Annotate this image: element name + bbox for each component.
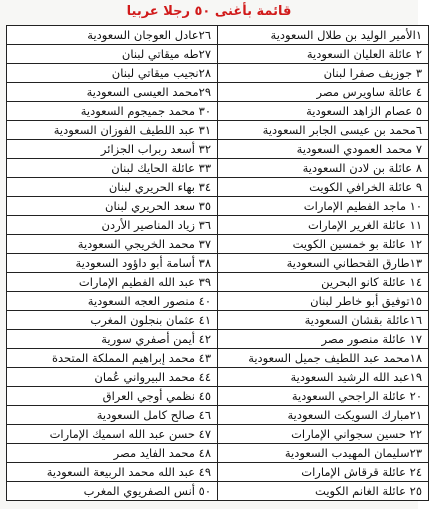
list-item: ٤٦ صالح كامل السعودية: [7, 406, 218, 425]
list-item: ١٠ ماجد الفطيم الإمارات: [218, 197, 429, 216]
list-item: ١٧ عائلة منصور مصر: [218, 330, 429, 349]
list-item: ١٤ عائلة كانو البحرين: [218, 273, 429, 292]
table-row: [7, 121, 429, 140]
list-item: ٥ عصام الزاهد السعودية: [218, 102, 429, 121]
table-row: [7, 102, 429, 121]
list-item: ١٨محمد عبد اللطيف جميل السعودية: [218, 349, 429, 368]
table-row: [7, 159, 429, 178]
list-item: ١٣طارق القحطاني السعودية: [218, 254, 429, 273]
list-item: ٤٠ منصور العجه السعودية: [7, 292, 218, 311]
list-item: ٢٥ عائلة الغانم الكويت: [218, 482, 429, 501]
list-item: ٢٢ حسين سجواني الإمارات: [218, 425, 429, 444]
ranking-table: [6, 25, 429, 501]
list-item: ٢٤ عائلة قرقاش الإمارات: [218, 463, 429, 482]
table-row: [7, 45, 429, 64]
list-item: ٣٢ أسعد ربراب الجزائر: [7, 140, 218, 159]
list-item: ٤٨ محمد الفايد مصر: [7, 444, 218, 463]
table-row: [7, 216, 429, 235]
list-item: ٣٣ عائلة الحايك لبنان: [7, 159, 218, 178]
list-item: ٤٢ أيمن أصفري سورية: [7, 330, 218, 349]
list-item: ٣٤ بهاء الحريري لبنان: [7, 178, 218, 197]
list-item: ٤٣ محمد إبراهيم المملكة المتحدة: [7, 349, 218, 368]
table-row: [7, 235, 429, 254]
list-item: ٢١مبارك السويكت السعودية: [218, 406, 429, 425]
list-item: ٤٧ حسن عبد الله اسميك الإمارات: [7, 425, 218, 444]
list-item: ١٦عائلة بقشان السعودية: [218, 311, 429, 330]
list-item: ٣٩ عبد الله الفطيم الإمارات: [7, 273, 218, 292]
list-item: ٥٠ أنس الصفريوي المغرب: [7, 482, 218, 501]
list-item: ٤٤ محمد البيرواني عُمان: [7, 368, 218, 387]
table-row: [7, 387, 429, 406]
list-item: ١٥توفيق أبو خاطر لبنان: [218, 292, 429, 311]
list-item: ٧ محمد العمودي السعودية: [218, 140, 429, 159]
list-item: ٢ عائلة العليان السعودية: [218, 45, 429, 64]
list-item: ١٢ عائلة بو خمسين الكويت: [218, 235, 429, 254]
list-item: ٣٦ زياد المناصير الأردن: [7, 216, 218, 235]
table-row: [7, 349, 429, 368]
list-item: ١١ عائلة الغرير الإمارات: [218, 216, 429, 235]
list-item: ٣ جوزيف صفرا لبنان: [218, 64, 429, 83]
list-item: ٣٨ أسامة أبو داؤود السعودية: [7, 254, 218, 273]
table-row: [7, 463, 429, 482]
table-row: [7, 273, 429, 292]
list-item: ٩ عائلة الخرافي الكويت: [218, 178, 429, 197]
table-row: [7, 26, 429, 45]
table-row: [7, 292, 429, 311]
table-row: [7, 311, 429, 330]
list-item: ٤٥ نظمي أوجي العراق: [7, 387, 218, 406]
list-item: ٢٩محمد العيسى السعودية: [7, 83, 218, 102]
table-row: [7, 140, 429, 159]
table-row: [7, 178, 429, 197]
list-item: ٢٦عادل العوجان السعودية: [7, 26, 218, 45]
list-item: ٣٧ محمد الخريجي السعودية: [7, 235, 218, 254]
list-item: ٢٣سليمان المهيدب السعودية: [218, 444, 429, 463]
table-row: [7, 368, 429, 387]
list-item: ٢٧طه ميقاتي لبنان: [7, 45, 218, 64]
table-row: [7, 482, 429, 501]
table-row: [7, 406, 429, 425]
list-item: ٣٠ محمد جميجوم السعودية: [7, 102, 218, 121]
table-row: [7, 83, 429, 102]
table-row: [7, 425, 429, 444]
list-item: ٤ عائلة ساويرس مصر: [218, 83, 429, 102]
table-row: [7, 444, 429, 463]
list-item: ٤٩ عبد الله محمد الربيعة السعودية: [7, 463, 218, 482]
list-item: ٢٠ عائلة الراجحي السعودية: [218, 387, 429, 406]
list-item: ٣١ عبد اللطيف الفوزان السعودية: [7, 121, 218, 140]
ranking-table-body: [7, 26, 429, 501]
table-row: [7, 254, 429, 273]
list-item: ٦محمد بن عيسى الجابر السعودية: [218, 121, 429, 140]
page-title: قائمة بأغنى ٥٠ رجلا عربيا: [126, 4, 292, 19]
list-item: ٤١ عثمان بنجلون المغرب: [7, 311, 218, 330]
table-row: [7, 197, 429, 216]
table-row: [7, 330, 429, 349]
table-row: [7, 64, 429, 83]
list-item: ٣٥ سعد الحريري لبنان: [7, 197, 218, 216]
list-item: ١٩عبد الله الرشيد السعودية: [218, 368, 429, 387]
list-item: ٨ عائلة بن لادن السعودية: [218, 159, 429, 178]
list-item: ٢٨نجيب ميقاتي لبنان: [7, 64, 218, 83]
list-item: ١الأمير الوليد بن طلال السعودية: [218, 26, 429, 45]
